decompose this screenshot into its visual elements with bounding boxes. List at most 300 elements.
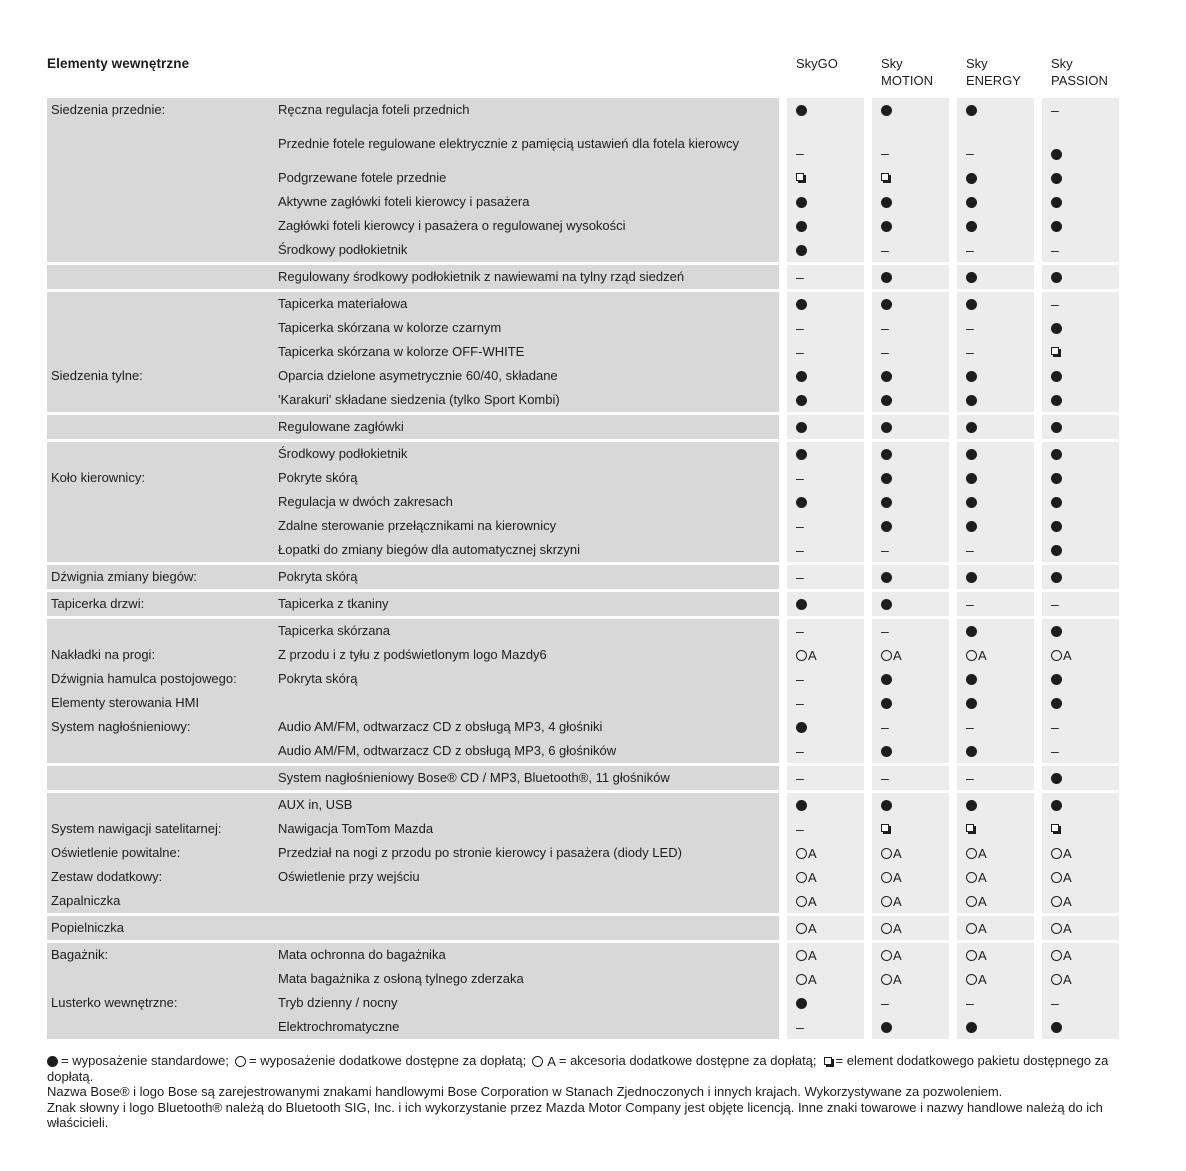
availability-cell-sky-motion xyxy=(872,691,949,715)
category-label: Zapalniczka xyxy=(47,889,278,913)
circle-icon xyxy=(1051,896,1062,907)
footnote-bose: Nazwa Bose® i logo Bose są zarejestrowanymi znakami handlowymi Bose Corporation w Stanach Zjednoczonych i innych krajach. Wykorzystywane za pozwoleniem. xyxy=(47,1084,1003,1099)
availability-cell-sky-energy xyxy=(957,214,1034,238)
availability-cell-skygo xyxy=(787,565,864,589)
accessory-letter: A xyxy=(978,947,987,963)
standard-equipment-icon xyxy=(966,272,977,283)
availability-cell-sky-motion xyxy=(872,292,949,316)
package-option-icon xyxy=(881,824,889,832)
category-label xyxy=(47,490,278,514)
standard-equipment-icon xyxy=(1051,395,1062,406)
accessory-option-icon xyxy=(1051,973,1072,986)
standard-equipment-icon xyxy=(796,497,807,508)
feature-label: Zagłówki foteli kierowcy i pasażera o regulowanej wysokości xyxy=(278,214,779,238)
standard-equipment-icon xyxy=(881,746,892,757)
availability-cell-sky-energy xyxy=(957,889,1034,913)
accessory-option-icon xyxy=(881,949,902,962)
accessory-letter: A xyxy=(808,971,817,987)
footnote-bluetooth: Znak słowny i logo Bluetooth® należą do Bluetooth SIG, Inc. i ich wykorzystanie przez Mazda Motor Company jest objęte licencją. Inne znaki towarowe i nazwy handlowe należą do ich właścicieli. xyxy=(47,1099,1103,1130)
circle-icon xyxy=(881,650,892,661)
accessory-letter: A xyxy=(547,1053,556,1069)
table-row xyxy=(47,466,1123,490)
table-row xyxy=(47,793,1123,817)
availability-cell-sky-passion xyxy=(1042,889,1119,913)
table-row xyxy=(47,865,1123,889)
accessory-letter: A xyxy=(978,869,987,885)
standard-equipment-icon xyxy=(1051,1022,1062,1033)
availability-cell-skygo xyxy=(787,388,864,412)
availability-cell-sky-energy xyxy=(957,238,1034,262)
availability-cell-sky-passion xyxy=(1042,316,1119,340)
availability-cell-sky-energy xyxy=(957,619,1034,643)
availability-cell-sky-motion xyxy=(872,122,949,166)
category-label: System nagłośnieniowy: xyxy=(47,715,278,739)
availability-cell-skygo xyxy=(787,841,864,865)
accessory-letter: A xyxy=(1063,845,1072,861)
circle-icon xyxy=(532,1056,543,1067)
availability-cell-sky-energy xyxy=(957,841,1034,865)
standard-equipment-icon xyxy=(881,449,892,460)
availability-cell-sky-passion xyxy=(1042,592,1119,616)
category-label: Elementy sterowania HMI xyxy=(47,691,278,715)
availability-cell-sky-passion xyxy=(1042,991,1119,1015)
accessory-letter: A xyxy=(808,647,817,663)
standard-equipment-icon xyxy=(1051,272,1062,283)
availability-cell-sky-passion xyxy=(1042,841,1119,865)
table-row xyxy=(47,340,1123,364)
accessory-option-icon xyxy=(966,895,987,908)
standard-equipment-icon xyxy=(881,572,892,583)
not-available-icon: – xyxy=(881,145,889,161)
standard-equipment-icon xyxy=(47,1056,58,1067)
table-row xyxy=(47,691,1123,715)
availability-cell-skygo xyxy=(787,667,864,691)
accessory-letter: A xyxy=(808,869,817,885)
standard-equipment-icon xyxy=(881,473,892,484)
category-label xyxy=(47,538,278,562)
availability-cell-sky-passion xyxy=(1042,691,1119,715)
availability-cell-sky-motion xyxy=(872,364,949,388)
accessory-option-icon xyxy=(881,871,902,884)
table-row xyxy=(47,739,1123,763)
accessory-letter: A xyxy=(893,971,902,987)
feature-label: Aktywne zagłówki foteli kierowcy i pasażera xyxy=(278,190,779,214)
standard-equipment-icon xyxy=(1051,173,1062,184)
availability-cell-sky-energy xyxy=(957,667,1034,691)
availability-cell-sky-energy xyxy=(957,817,1034,841)
availability-cell-skygo xyxy=(787,715,864,739)
availability-cell-sky-motion xyxy=(872,889,949,913)
standard-equipment-icon xyxy=(966,221,977,232)
standard-equipment-icon xyxy=(966,698,977,709)
column-header-sky-passion xyxy=(1042,55,1119,89)
availability-cell-sky-motion xyxy=(872,766,949,790)
standard-equipment-icon xyxy=(1051,149,1062,160)
availability-cell-sky-motion xyxy=(872,715,949,739)
accessory-letter: A xyxy=(808,845,817,861)
accessory-letter: A xyxy=(893,893,902,909)
standard-equipment-icon xyxy=(796,800,807,811)
feature-label: Audio AM/FM, odtwarzacz CD z obsługą MP3, 6 głośników xyxy=(278,739,779,763)
availability-cell-sky-motion xyxy=(872,967,949,991)
availability-cell-sky-passion xyxy=(1042,340,1119,364)
feature-label xyxy=(278,691,779,715)
standard-equipment-icon xyxy=(881,674,892,685)
availability-cell-sky-passion xyxy=(1042,214,1119,238)
circle-icon xyxy=(796,950,807,961)
circle-icon xyxy=(966,923,977,934)
circle-icon xyxy=(966,650,977,661)
table-header xyxy=(47,55,1123,89)
not-available-icon: – xyxy=(1051,743,1059,759)
accessory-letter: A xyxy=(1063,920,1072,936)
circle-icon xyxy=(1051,923,1062,934)
not-available-icon: – xyxy=(796,623,804,639)
not-available-icon: – xyxy=(796,470,804,486)
circle-icon xyxy=(881,923,892,934)
availability-cell-skygo xyxy=(787,415,864,439)
feature-label: Podgrzewane fotele przednie xyxy=(278,166,779,190)
circle-icon xyxy=(1051,974,1062,985)
availability-cell-skygo xyxy=(787,592,864,616)
accessory-option-icon xyxy=(1051,949,1072,962)
table-row xyxy=(47,214,1123,238)
availability-cell-sky-motion xyxy=(872,793,949,817)
category-label: Dźwignia zmiany biegów: xyxy=(47,565,278,589)
accessory-letter: A xyxy=(893,947,902,963)
not-available-icon: – xyxy=(966,719,974,735)
table-row xyxy=(47,238,1123,262)
availability-cell-sky-motion xyxy=(872,466,949,490)
table-row xyxy=(47,364,1123,388)
package-option-icon xyxy=(1051,347,1059,355)
availability-cell-sky-motion xyxy=(872,739,949,763)
table-row xyxy=(47,619,1123,643)
feature-label: Regulowany środkowy podłokietnik z nawiewami na tylny rząd siedzeń xyxy=(278,265,779,289)
standard-equipment-icon xyxy=(881,272,892,283)
availability-cell-sky-passion xyxy=(1042,967,1119,991)
availability-cell-skygo xyxy=(787,691,864,715)
table-row xyxy=(47,916,1123,940)
availability-cell-sky-energy xyxy=(957,739,1034,763)
category-label: System nawigacji satelitarnej: xyxy=(47,817,278,841)
availability-cell-skygo xyxy=(787,643,864,667)
accessory-letter: A xyxy=(978,893,987,909)
category-label: Dźwignia hamulca postojowego: xyxy=(47,667,278,691)
availability-cell-sky-energy xyxy=(957,166,1034,190)
not-available-icon: – xyxy=(881,542,889,558)
not-available-icon: – xyxy=(966,596,974,612)
table-row xyxy=(47,715,1123,739)
circle-icon xyxy=(966,896,977,907)
feature-label: System nagłośnieniowy Bose® CD / MP3, Bluetooth®, 11 głośników xyxy=(278,766,779,790)
feature-label: Regulacja w dwóch zakresach xyxy=(278,490,779,514)
availability-cell-sky-energy xyxy=(957,715,1034,739)
accessory-letter: A xyxy=(808,893,817,909)
availability-cell-sky-motion xyxy=(872,592,949,616)
not-available-icon: – xyxy=(966,242,974,258)
not-available-icon: – xyxy=(1051,596,1059,612)
feature-label: Tryb dzienny / nocny xyxy=(278,991,779,1015)
accessory-letter: A xyxy=(978,845,987,861)
availability-cell-sky-passion xyxy=(1042,715,1119,739)
category-label xyxy=(47,190,278,214)
availability-cell-skygo xyxy=(787,316,864,340)
standard-equipment-icon xyxy=(881,599,892,610)
availability-cell-sky-energy xyxy=(957,364,1034,388)
availability-cell-skygo xyxy=(787,98,864,122)
standard-equipment-icon xyxy=(796,245,807,256)
accessory-option-icon xyxy=(532,1055,556,1068)
accessory-option-icon xyxy=(881,895,902,908)
availability-cell-sky-energy xyxy=(957,98,1034,122)
circle-icon xyxy=(796,872,807,883)
availability-cell-sky-passion xyxy=(1042,565,1119,589)
standard-equipment-icon xyxy=(1051,674,1062,685)
not-available-icon: – xyxy=(881,242,889,258)
table-row xyxy=(47,592,1123,616)
not-available-icon: – xyxy=(796,269,804,285)
features-table xyxy=(47,98,1123,1039)
availability-cell-sky-motion xyxy=(872,991,949,1015)
category-label xyxy=(47,619,278,643)
availability-cell-skygo xyxy=(787,889,864,913)
availability-cell-sky-motion xyxy=(872,619,949,643)
standard-equipment-icon xyxy=(796,221,807,232)
availability-cell-sky-passion xyxy=(1042,442,1119,466)
standard-equipment-icon xyxy=(1051,323,1062,334)
table-row xyxy=(47,166,1123,190)
availability-cell-skygo xyxy=(787,214,864,238)
availability-cell-sky-motion xyxy=(872,667,949,691)
circle-icon xyxy=(966,872,977,883)
package-option-icon xyxy=(881,173,889,181)
accessory-option-icon xyxy=(966,871,987,884)
standard-equipment-icon xyxy=(966,626,977,637)
table-row xyxy=(47,316,1123,340)
category-label: Lusterko wewnętrzne: xyxy=(47,991,278,1015)
standard-equipment-icon xyxy=(1051,449,1062,460)
availability-cell-skygo xyxy=(787,967,864,991)
standard-equipment-icon xyxy=(796,722,807,733)
extra-option-icon xyxy=(235,1056,246,1067)
category-label xyxy=(47,1015,278,1039)
accessory-option-icon xyxy=(966,922,987,935)
standard-equipment-icon xyxy=(881,497,892,508)
availability-cell-sky-passion xyxy=(1042,865,1119,889)
accessory-option-icon xyxy=(881,847,902,860)
availability-cell-sky-energy xyxy=(957,991,1034,1015)
accessory-option-icon xyxy=(881,922,902,935)
standard-equipment-icon xyxy=(796,197,807,208)
availability-cell-skygo xyxy=(787,793,864,817)
accessory-option-icon xyxy=(796,847,817,860)
availability-cell-sky-motion xyxy=(872,214,949,238)
feature-label: Oświetlenie przy wejściu xyxy=(278,865,779,889)
standard-equipment-icon xyxy=(966,473,977,484)
standard-equipment-icon xyxy=(1051,521,1062,532)
availability-cell-skygo xyxy=(787,916,864,940)
circle-icon xyxy=(966,950,977,961)
standard-equipment-icon xyxy=(796,998,807,1009)
availability-cell-sky-motion xyxy=(872,916,949,940)
feature-label: Ręczna regulacja foteli przednich xyxy=(278,98,779,122)
availability-cell-sky-motion xyxy=(872,415,949,439)
accessory-letter: A xyxy=(978,647,987,663)
standard-equipment-icon xyxy=(1051,497,1062,508)
availability-cell-sky-motion xyxy=(872,265,949,289)
accessory-letter: A xyxy=(1063,869,1072,885)
feature-label: Tapicerka skórzana xyxy=(278,619,779,643)
availability-cell-sky-passion xyxy=(1042,667,1119,691)
accessory-option-icon xyxy=(966,949,987,962)
standard-equipment-icon xyxy=(881,395,892,406)
standard-equipment-icon xyxy=(1051,800,1062,811)
availability-cell-skygo xyxy=(787,340,864,364)
table-row xyxy=(47,889,1123,913)
circle-icon xyxy=(1051,848,1062,859)
package-option-icon xyxy=(824,1057,832,1065)
table-row xyxy=(47,490,1123,514)
not-available-icon: – xyxy=(881,320,889,336)
availability-cell-sky-passion xyxy=(1042,388,1119,412)
table-row xyxy=(47,967,1123,991)
category-label xyxy=(47,793,278,817)
availability-cell-skygo xyxy=(787,1015,864,1039)
availability-cell-sky-motion xyxy=(872,98,949,122)
availability-cell-sky-energy xyxy=(957,1015,1034,1039)
standard-equipment-icon xyxy=(1051,698,1062,709)
table-row xyxy=(47,643,1123,667)
accessory-letter: A xyxy=(978,920,987,936)
standard-equipment-icon xyxy=(1051,473,1062,484)
circle-icon xyxy=(1051,650,1062,661)
not-available-icon: – xyxy=(881,770,889,786)
availability-cell-sky-motion xyxy=(872,841,949,865)
standard-equipment-icon xyxy=(796,395,807,406)
standard-equipment-icon xyxy=(966,197,977,208)
standard-equipment-icon xyxy=(966,299,977,310)
feature-label: 'Karakuri' składane siedzenia (tylko Sport Kombi) xyxy=(278,388,779,412)
accessory-letter: A xyxy=(893,647,902,663)
legend-text: = wyposażenie dodatkowe dostępne za dopłatą; xyxy=(249,1053,527,1068)
package-option-icon xyxy=(966,824,974,832)
table-row xyxy=(47,766,1123,790)
availability-cell-sky-energy xyxy=(957,190,1034,214)
circle-icon xyxy=(966,974,977,985)
not-available-icon: – xyxy=(796,320,804,336)
availability-cell-skygo xyxy=(787,238,864,262)
standard-equipment-icon xyxy=(881,221,892,232)
table-row xyxy=(47,415,1123,439)
availability-cell-sky-energy xyxy=(957,265,1034,289)
availability-cell-sky-passion xyxy=(1042,364,1119,388)
standard-equipment-icon xyxy=(1051,773,1062,784)
standard-equipment-icon xyxy=(881,371,892,382)
standard-equipment-icon xyxy=(1051,422,1062,433)
availability-cell-sky-energy xyxy=(957,340,1034,364)
category-label xyxy=(47,514,278,538)
not-available-icon: – xyxy=(881,995,889,1011)
not-available-icon: – xyxy=(1051,296,1059,312)
availability-cell-sky-motion xyxy=(872,166,949,190)
column-header-line2: MOTION xyxy=(881,73,933,88)
legend-text: = wyposażenie standardowe; xyxy=(61,1053,230,1068)
feature-label: Oparcia dzielone asymetrycznie 60/40, składane xyxy=(278,364,779,388)
not-available-icon: – xyxy=(796,743,804,759)
standard-equipment-icon xyxy=(881,105,892,116)
table-row xyxy=(47,565,1123,589)
circle-icon xyxy=(881,872,892,883)
standard-equipment-icon xyxy=(966,371,977,382)
legend-text: = akcesoria dodatkowe dostępne za dopłatą; xyxy=(558,1053,817,1068)
accessory-option-icon xyxy=(966,973,987,986)
column-header-skygo xyxy=(787,55,864,72)
table-row xyxy=(47,538,1123,562)
category-label xyxy=(47,442,278,466)
not-available-icon: – xyxy=(796,518,804,534)
availability-cell-sky-passion xyxy=(1042,166,1119,190)
category-label xyxy=(47,265,278,289)
table-row xyxy=(47,265,1123,289)
availability-cell-skygo xyxy=(787,991,864,1015)
feature-label xyxy=(278,889,779,913)
feature-label: Tapicerka z tkaniny xyxy=(278,592,779,616)
availability-cell-sky-motion xyxy=(872,316,949,340)
not-available-icon: – xyxy=(881,719,889,735)
availability-cell-skygo xyxy=(787,442,864,466)
not-available-icon: – xyxy=(796,821,804,837)
availability-cell-skygo xyxy=(787,817,864,841)
availability-cell-sky-motion xyxy=(872,442,949,466)
column-header-line1: Sky xyxy=(966,56,988,71)
feature-label xyxy=(278,916,779,940)
availability-cell-sky-energy xyxy=(957,514,1034,538)
column-header-sky-motion xyxy=(872,55,949,89)
standard-equipment-icon xyxy=(1051,545,1062,556)
accessory-option-icon xyxy=(881,973,902,986)
availability-cell-sky-motion xyxy=(872,340,949,364)
availability-cell-sky-passion xyxy=(1042,190,1119,214)
accessory-option-icon xyxy=(1051,922,1072,935)
availability-cell-sky-energy xyxy=(957,592,1034,616)
not-available-icon: – xyxy=(966,320,974,336)
category-label xyxy=(47,166,278,190)
circle-icon xyxy=(796,923,807,934)
feature-label: Audio AM/FM, odtwarzacz CD z obsługą MP3, 4 głośniki xyxy=(278,715,779,739)
accessory-option-icon xyxy=(1051,895,1072,908)
not-available-icon: – xyxy=(966,145,974,161)
table-row xyxy=(47,190,1123,214)
feature-label: Łopatki do zmiany biegów dla automatycznej skrzyni xyxy=(278,538,779,562)
availability-cell-sky-motion xyxy=(872,388,949,412)
availability-cell-sky-energy xyxy=(957,793,1034,817)
standard-equipment-icon xyxy=(966,449,977,460)
column-header-line1: Sky xyxy=(881,56,903,71)
availability-cell-sky-passion xyxy=(1042,943,1119,967)
standard-equipment-icon xyxy=(881,422,892,433)
availability-cell-sky-motion xyxy=(872,1015,949,1039)
category-label xyxy=(47,967,278,991)
accessory-option-icon xyxy=(881,649,902,662)
availability-cell-sky-passion xyxy=(1042,739,1119,763)
not-available-icon: – xyxy=(1051,995,1059,1011)
category-label xyxy=(47,739,278,763)
feature-label: Mata ochronna do bagażnika xyxy=(278,943,779,967)
availability-cell-sky-passion xyxy=(1042,265,1119,289)
availability-cell-sky-motion xyxy=(872,865,949,889)
availability-cell-sky-passion xyxy=(1042,514,1119,538)
